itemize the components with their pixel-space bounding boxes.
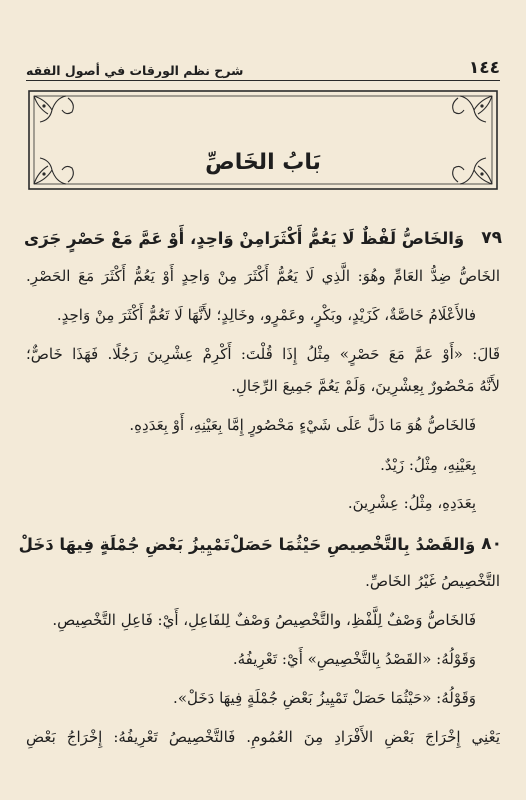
chapter-title: بَابُ الخَاصِّ: [205, 150, 321, 175]
ornamental-frame: [24, 86, 502, 194]
verse-line: [24, 221, 502, 255]
text-line: وَقَوْلُهُ: «حَيْثُمَا حَصَلْ تَمْيِيزُ بَعْضِ جُمْلَةٍ فِيهَا دَخَلْ».: [173, 689, 476, 707]
verse-number: ٧٩: [481, 228, 502, 248]
text-line: فَالخَاصُّ هُوَ مَا دَلَّ عَلَى شَيْءٍ مَحْصُورٍ إِمَّا بِعَيْنِهِ، أَوْ بِعَدَدِهِ.: [129, 416, 476, 434]
text-line: الخَاصُّ ضِدُّ العَامِّ وهُوَ: الَّذِي لَا يَعُمُّ أَكْثَرَ مِنْ وَاحِدٍ أَوْ يَعُمُّ أَكْثَرَ مَعَ الحَصْرِ.: [26, 267, 500, 285]
text-line: بِعَيْنِهِ، مِثْلُ: زَيْدٌ.: [380, 456, 476, 474]
text-line: فالأَعْلَامُ خَاصَّةٌ، كَزَيْدٍ، وبَكْرٍ، وعَمْرٍو، وخَالِدٍ؛ لأَنَّهَا لَا تَعُمُّ أَكْثَرَ مِنْ وَاحِدٍ.: [56, 306, 476, 324]
text-line: وَقَوْلُهُ: «القَصْدُ بِالتَّخْصِيصِ» أَيْ: تَعْرِيفُهُ.: [232, 650, 476, 668]
text-line: بِعَدَدِهِ، مِثْلُ: عِشْرِينَ.: [347, 494, 476, 512]
verse-line: [18, 527, 502, 561]
text-line: فَالخَاصُّ وَصْفٌ لِلَّفْظِ، والتَّخْصِيصُ وَصْفٌ لِلفَاعِلِ، أَيْ: فَاعِلِ التَّخْصِيصِ.: [52, 611, 476, 629]
verse-first-hemistich: وَالخَاصُّ لَفْظٌ لَا يَعُمُّ أَكْثَرَا: [264, 228, 465, 248]
running-header: [26, 56, 500, 81]
book-title: شرح نظم الورقات في أصول الفقه: [26, 63, 244, 78]
verse-second-hemistich: تَمْيِيزُ بَعْضِ جُمْلَةٍ فِيهَا دَخَلْ: [18, 534, 230, 554]
verse-number: ٨٠: [481, 534, 502, 554]
text-line: لأَنَّهُ مَحْصُورٌ بِعِشْرِينَ، وَلَمْ يَعُمَّ جَمِيعَ الرِّجَالِ.: [231, 377, 500, 395]
page-number: ١٤٤: [468, 58, 500, 78]
verse-second-hemistich: مِنْ وَاحِدٍ، أَوْ عَمَّ مَعْ حَصْرٍ جَرَى: [24, 228, 265, 248]
verse-first-hemistich: وَالقَصْدُ بِالتَّخْصِيصِ حَيْثُمَا حَصَلْ: [230, 534, 476, 554]
text-line: يَعْنِي إِخْرَاجَ بَعْضِ الأَفْرَادِ مِنَ العُمُومِ. فَالتَّخْصِيصُ تَعْرِيفُهُ: إِخْرَاجُ بَعْضِ: [26, 728, 500, 746]
text-line: التَّخْصِيصُ غَيْرُ الخَاصِّ.: [365, 572, 500, 590]
text-line: قَالَ: «أَوْ عَمَّ مَعَ حَصْرٍ» مِثْلُ إِذَا قُلْتَ: أَكْرِمْ عِشْرِينَ رَجُلًا. فَهَذَا خَاصٌّ؛: [26, 345, 500, 363]
